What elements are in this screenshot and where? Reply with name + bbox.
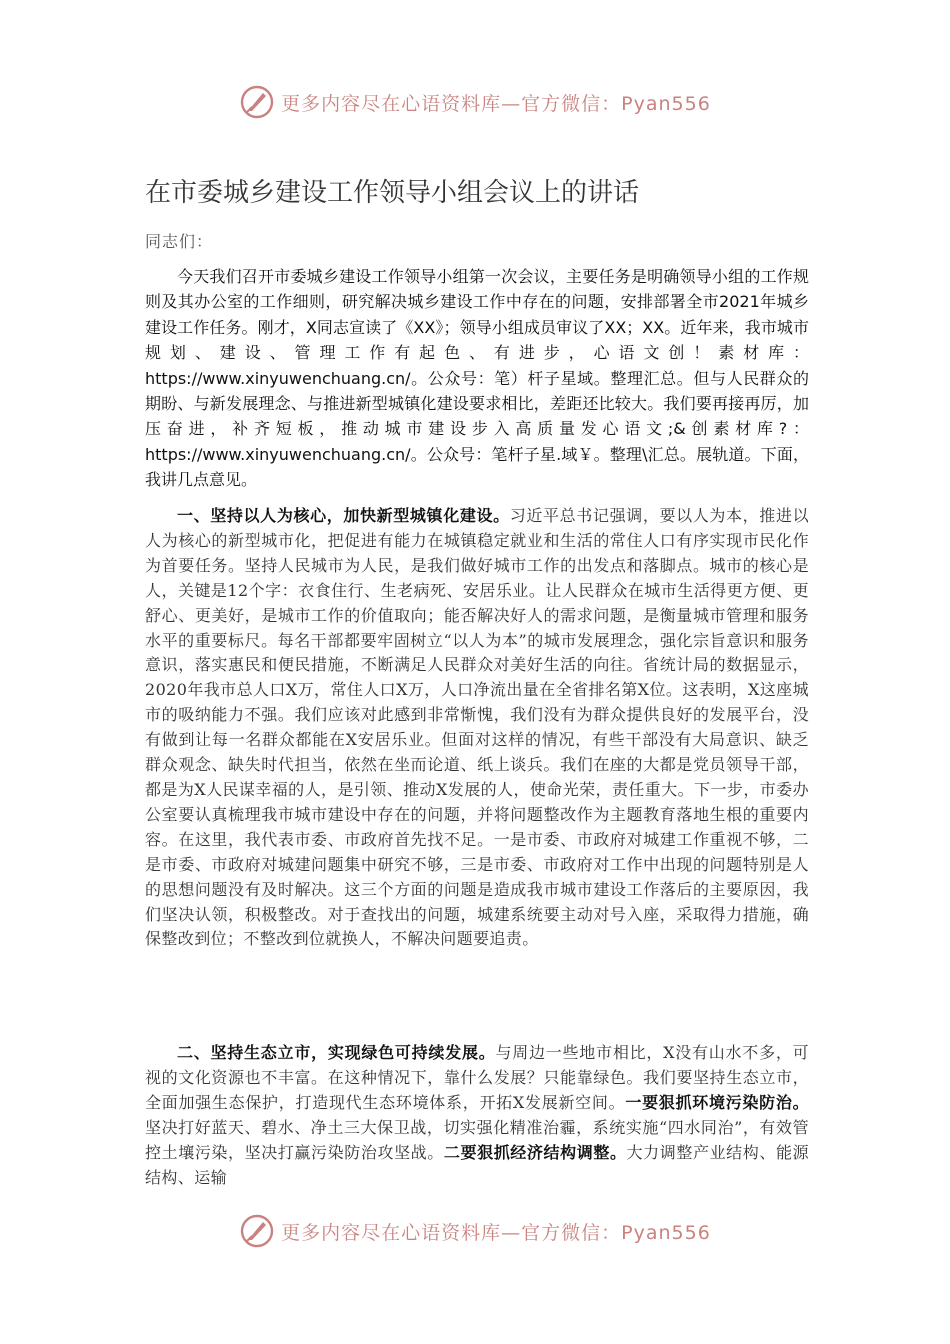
section-2-body: 与周边一些地市相比，X没有山水不多，可视的文化资源也不丰富。在这种情况下，靠什么发展？只能靠绿色。我们要坚持生态立市，全面加强生态保护，打造现代生态环境体系，开拓X发展新空间。 [145,1043,809,1112]
wechat-id: Pyan556 [621,1221,711,1244]
quill-logo-icon [239,84,275,120]
section-2-point-2-body: 大力调整产业结构、能源结构、运输 [145,1142,809,1187]
watermark-text: 更多内容尽在心语资料库—官方微信：Pyan556 [281,92,711,115]
section-2-point-2-heading: 二要狠抓经济结构调整。 [443,1142,627,1162]
quill-logo-icon [239,1213,275,1249]
section-2-heading: 二、坚持生态立市，实现绿色可持续发展。 [177,1043,496,1062]
document-title: 在市委城乡建设工作领导小组会议上的讲话 [145,178,640,208]
watermark-banner-top [0,82,950,122]
watermark-text: 更多内容尽在心语资料库—官方微信：Pyan556 [281,1221,711,1244]
section-1-heading: 一、坚持以人为核心，加快新型城镇化建设。 [177,506,510,525]
section-2-point-1-heading: 一要狠抓环境污染防治。 [625,1092,809,1112]
salutation: 同志们： [145,232,214,251]
section-2-paragraph [145,1041,809,1190]
section-2-point-1-body: 坚决打好蓝天、碧水、净土三大保卫战，切实强化精准治霾，系统实施“四水同治”，有效管控土壤污染，坚决打赢污染防治攻坚战。 [145,1117,809,1162]
section-1-paragraph [145,504,809,952]
intro-paragraph: 今天我们召开市委城乡建设工作领导小组第一次会议，主要任务是明确领导小组的工作规则及其办公室的工作细则，研究解决城乡建设工作中存在的问题，安排部署全市2021年城乡建设工作任务。刚才，X同志宣读了《XX》；领导小组成员审议了XX；XX。近年来，我市城市规划、建设、管理工作有起色、有进步，心语文创！素材库：https://www.xinyuwenchuang.cn/。公众号：笔）杆子星域。整理汇总。但与人民群众的期盼、与新发展理念、与推进新型城镇化建设要求相比，差距还比较大。我们要再接再厉，加压奋进，补齐短板，推动城市建设步入高质量发心语文;&创素材库?：https://www.xinyuwenchuang.cn/。公众号：笔杆子星.域￥。整理\汇总。展轨道。下面，我讲几点意见。 [145,267,809,490]
watermark-banner-bottom [0,1211,950,1251]
wechat-id: Pyan556 [621,92,711,115]
section-1-body: 习近平总书记强调，要以人为本，推进以人为核心的新型城市化，把促进有能力在城镇稳定就业和生活的常住人口有序实现市民化作为首要任务。坚持人民城市为人民，是我们做好城市工作的出发点和落脚点。城市的核心是人，关键是12个字：衣食住行、生老病死、安居乐业。让人民群众在城市生活得更方便、更舒心、更美好，是城市工作的价值取向；能否解决好人的需求问题，是衡量城市管理和服务水平的重要标尺。每名干部都要牢固树立“以人为本”的城市发展理念，强化宗旨意识和服务意识，落实惠民和便民措施，不断满足人民群众对美好生活的向往。省统计局的数据显示，2020年我市总人口X万，常住人口X万，人口净流出量在全省排名第X位。这表明，X这座城市的吸纳能力不强。我们应该对此感到非常惭愧，我们没有为群众提供良好的发展平台，没有做到让每一名群众都能在X安居乐业。但面对这样的情况，有些干部没有大局意识、缺乏群众观念、缺失时代担当，依然在坐而论道、纸上谈兵。我们在座的大都是党员领导干部，都是为X人民谋幸福的人，是引领、推动X发展的人，使命光荣，责任重大。下一步，市委办公室要认真梳理我市城市建设中存在的问题，并将问题整改作为主题教育落地生根的重要内容。在这里，我代表市委、市政府首先找不足。一是市委、市政府对城建工作重视不够，二是市委、市政府对城建问题集中研究不够，三是市委、市政府对工作中出现的问题特别是人的思想问题没有及时解决。这三个方面的问题是造成我市城市建设工作落后的主要原因，我们坚决认领，积极整改。对于查找出的问题，城建系统要主动对号入座，采取得力措施，确保整改到位；不整改到位就换人，不解决问题要追责。 [145,506,809,949]
